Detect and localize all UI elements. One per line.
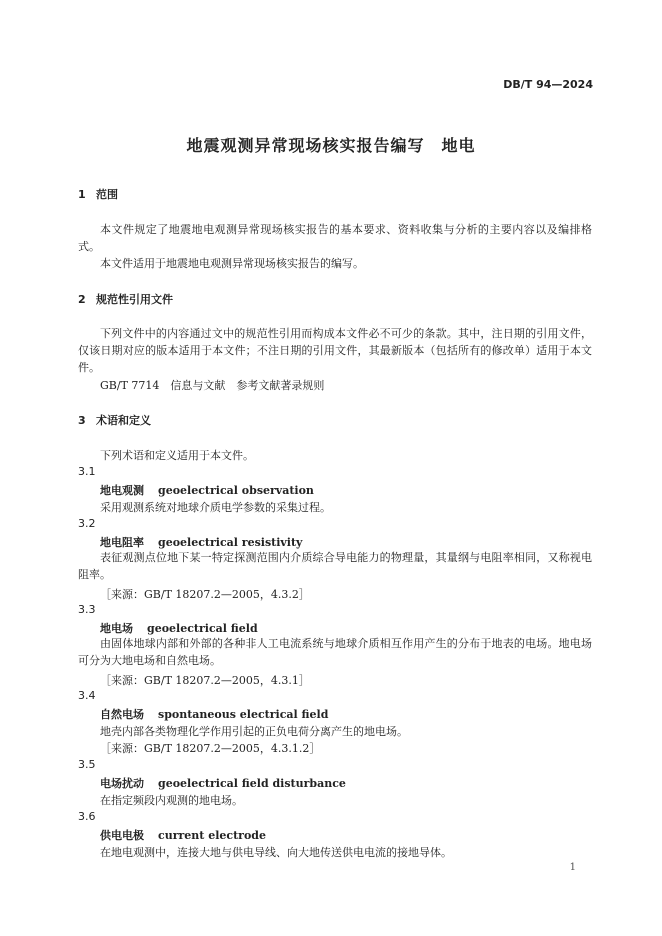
reference-entry: GB/T 7714 信息与文献 参考文献著录规则 <box>100 379 325 392</box>
term-chinese: 地电观测 <box>100 484 144 497</box>
term-definition: 表征观测点位地下某一特定探测范围内介质综合导电能力的物理量，其量纲与电阻率相同，又称视电阻率。 <box>78 551 592 581</box>
term-number: 3.2 <box>78 517 96 530</box>
term-number: 3.4 <box>78 689 96 702</box>
term-english: spontaneous electrical field <box>158 708 329 721</box>
term-heading <box>100 482 314 498</box>
term-definition: 在地电观测中，连接大地与供电导线、向大地传送供电电流的接地导体。 <box>100 846 452 859</box>
term-heading <box>100 827 266 843</box>
term-number: 3.1 <box>78 465 96 478</box>
section-number: 1 <box>78 188 86 201</box>
term-heading <box>100 706 328 722</box>
term-number: 3.6 <box>78 810 96 823</box>
term-heading <box>100 620 258 636</box>
document-title: 地震观测异常现场核实报告编写 地电 <box>186 136 476 155</box>
document-code: DB/T 94—2024 <box>503 78 593 91</box>
term-source: ［来源：GB/T 18207.2—2005，4.3.2］ <box>100 588 310 601</box>
term-definition: 由固体地球内部和外部的各种非人工电流系统与地球介质相互作用产生的分布于地表的电场。地电场可分为大地电场和自然电场。 <box>78 637 592 667</box>
page-number: 1 <box>569 862 576 873</box>
references-paragraph: 下列文件中的内容通过文中的规范性引用而构成本文件必不可少的条款。其中，注日期的引用文件，仅该日期对应的版本适用于本文件；不注日期的引用文件，其最新版本（包括所有的修改单）适用于本文件。 <box>78 327 592 374</box>
term-english: geoelectrical resistivity <box>158 536 303 549</box>
section-number: 3 <box>78 414 86 427</box>
section-number: 2 <box>78 293 86 306</box>
term-english: geoelectrical field <box>147 622 258 635</box>
term-chinese: 地电阻率 <box>100 536 144 549</box>
term-chinese: 自然电场 <box>100 708 144 721</box>
term-source: ［来源：GB/T 18207.2—2005，4.3.1］ <box>100 674 310 687</box>
section-heading-terms <box>78 412 151 428</box>
section-title: 范围 <box>96 188 118 201</box>
term-definition: 在指定频段内观测的地电场。 <box>100 794 243 807</box>
term-chinese: 电场扰动 <box>100 777 144 790</box>
term-english: current electrode <box>158 829 266 842</box>
term-english: geoelectrical field disturbance <box>158 777 346 790</box>
scope-paragraph-1: 本文件规定了地震地电观测异常现场核实报告的基本要求、资料收集与分析的主要内容以及编排格式。 <box>78 223 592 253</box>
term-definition: 地壳内部各类物理化学作用引起的正负电荷分离产生的地电场。 <box>100 725 408 738</box>
term-number: 3.5 <box>78 758 96 771</box>
term-definition: 采用观测系统对地球介质电学参数的采集过程。 <box>100 501 331 514</box>
term-chinese: 供电电极 <box>100 829 144 842</box>
term-number: 3.3 <box>78 603 96 616</box>
term-chinese: 地电场 <box>100 622 133 635</box>
section-title: 术语和定义 <box>96 414 151 427</box>
terms-intro: 下列术语和定义适用于本文件。 <box>100 449 254 462</box>
scope-paragraph-2: 本文件适用于地震地电观测异常现场核实报告的编写。 <box>100 257 364 270</box>
term-source: ［来源：GB/T 18207.2—2005，4.3.1.2］ <box>100 742 321 755</box>
section-heading-normative-references <box>78 291 173 307</box>
section-heading-scope <box>78 186 118 202</box>
term-heading <box>100 534 302 550</box>
section-title: 规范性引用文件 <box>96 293 173 306</box>
term-english: geoelectrical observation <box>158 484 314 497</box>
term-heading <box>100 775 346 791</box>
